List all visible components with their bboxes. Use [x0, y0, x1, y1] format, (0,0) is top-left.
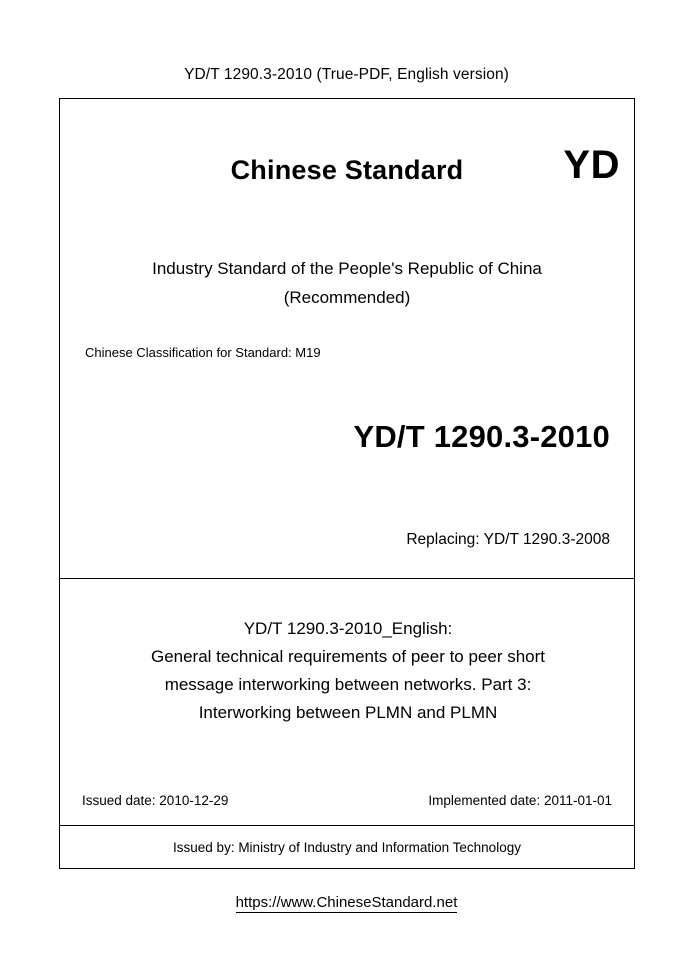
- yd-logo: YD: [563, 143, 620, 187]
- cover-middle-section: [60, 579, 634, 826]
- classification-text: Chinese Classification for Standard: M19: [85, 345, 321, 360]
- standard-cover-box: [59, 98, 635, 869]
- dates-row: [60, 793, 634, 808]
- issued-date: Issued date: 2010-12-29: [82, 793, 229, 808]
- standard-number: YD/T 1290.3-2010: [353, 419, 610, 454]
- document-top-caption: YD/T 1290.3-2010 (True-PDF, English version): [184, 66, 509, 83]
- cover-upper-section: [60, 99, 634, 579]
- issued-by-text: Issued by: Ministry of Industry and Information Technology: [173, 839, 521, 855]
- footer-website-link[interactable]: [0, 894, 693, 911]
- english-title-line-4: Interworking between PLMN and PLMN: [198, 703, 498, 722]
- replacing-text: Replacing: YD/T 1290.3-2008: [406, 531, 610, 548]
- subtitle-line-2: (Recommended): [283, 288, 411, 307]
- english-title-line-1: YD/T 1290.3-2010_English:: [243, 619, 453, 638]
- english-title-block: [110, 615, 586, 727]
- page-title: Chinese Standard: [230, 155, 464, 185]
- subtitle-block: [60, 254, 634, 312]
- implemented-date: Implemented date: 2011-01-01: [428, 793, 612, 808]
- english-title-line-2: General technical requirements of peer to peer short: [150, 647, 546, 666]
- cover-bottom-section: [60, 826, 634, 868]
- english-title-line-3: message interworking between networks. Part 3:: [164, 675, 532, 694]
- subtitle-line-1: Industry Standard of the People's Republic of China: [152, 259, 542, 278]
- footer-website-label: https://www.ChineseStandard.net: [235, 894, 458, 911]
